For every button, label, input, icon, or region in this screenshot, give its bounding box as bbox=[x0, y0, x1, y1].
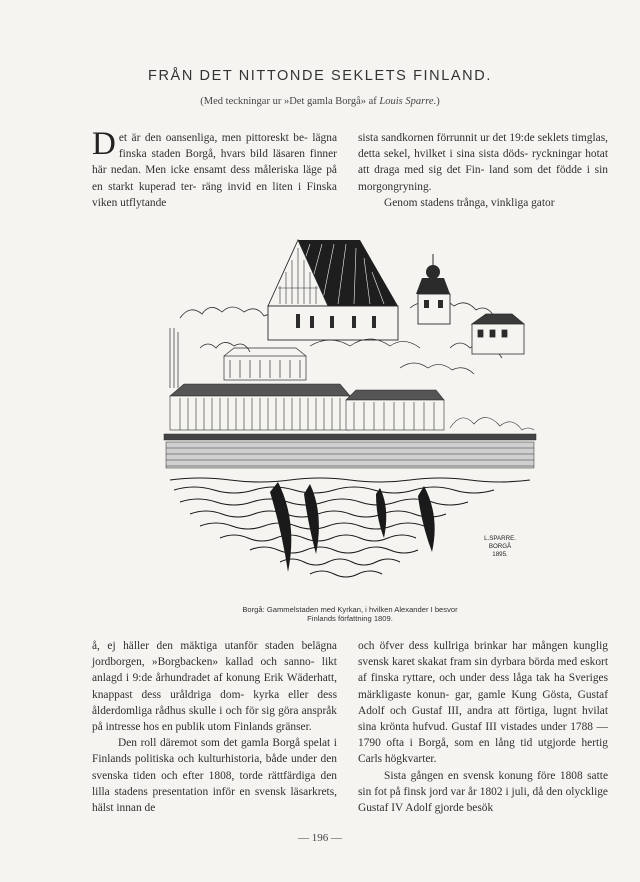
church bbox=[268, 240, 398, 340]
text-line: kunglig svensk karet skakat fram sin dyrbara bbox=[358, 640, 608, 669]
text-line: Erik Wäderhatt, knappast dess uråldriga dom- bbox=[92, 672, 337, 701]
top-right-column bbox=[358, 130, 608, 211]
text-line: dess låga tak ha Sveriges märkligaste konun- bbox=[358, 672, 608, 701]
signature-line: L.SPARRE. bbox=[484, 535, 516, 542]
text-line: dess måleriska läge på en starkt kuperad ter- bbox=[92, 164, 337, 193]
text-line: hertig Carls högkvarter. bbox=[358, 737, 609, 766]
article-title: FRÅN DET NITTONDE SEKLETS FINLAND. bbox=[148, 68, 492, 84]
text-line: räng invid en liten i Finska viken utflytande bbox=[92, 180, 337, 209]
text-line: ryckningar hotat att draga med sig det Fin- bbox=[358, 148, 609, 177]
text-line: spelat i Finlands politiska och kulturhistoria, bbox=[92, 737, 337, 766]
signature-line: BORGÅ bbox=[488, 543, 512, 550]
text-line: et är den oansenliga, men pittoreskt be- bbox=[118, 132, 308, 144]
text-line: satte sin fot på finsk jord var år 1802 i juli, bbox=[358, 769, 608, 798]
text-line: inför en svensk läsarkrets, hälst innan de bbox=[92, 785, 337, 815]
river-reflection bbox=[170, 478, 530, 577]
text-line: Genom stadens trånga, vinkliga gator bbox=[384, 196, 555, 209]
text-line: land som det födde i sin morgongryning. bbox=[358, 164, 608, 193]
bell-tower bbox=[416, 254, 450, 324]
text-line: läsaren finner här nedan. Men icke ensamt bbox=[92, 148, 337, 177]
text-line: torde rättfärdiga den lilla stadens presentation bbox=[92, 769, 337, 798]
drop-cap: D bbox=[92, 126, 116, 162]
text-line: och öfver dess kullriga brinkar har mången bbox=[358, 640, 569, 652]
text-line: både under den svenska tiden och efter 1808, bbox=[92, 753, 337, 782]
top-left-column bbox=[92, 126, 337, 211]
text-line: gar, gamle Kung Gösta, Gustaf Adolf och bbox=[358, 688, 608, 717]
subtitle-prefix: (Med teckningar ur »Det gamla Borgå» af bbox=[200, 96, 380, 107]
text-line: krönta hufvud. Gustaf III vistades under 1788 bbox=[379, 721, 593, 734]
text-line: och för sig göra anspråk på intresse hos en bbox=[92, 704, 337, 734]
subtitle-suffix: ) bbox=[436, 96, 440, 107]
borga-illustration bbox=[160, 228, 542, 598]
text-line: publik utom Finlands gränser. bbox=[175, 721, 312, 734]
text-line: jordborgen, »Borgbacken» kallad och sanno- bbox=[92, 656, 315, 669]
subtitle-author: Louis Sparre. bbox=[379, 96, 437, 107]
bottom-left-column bbox=[92, 638, 337, 816]
caption-line: Borgå: Gammelstaden med Kyrkan, i hvilken Alexander I besvor bbox=[242, 605, 458, 614]
signature-line: 1895. bbox=[492, 551, 508, 558]
text-line: kyrka eller dess ålderdomliga rådhus skulle i bbox=[92, 688, 337, 717]
caption-line: Finlands författning 1809. bbox=[307, 614, 393, 624]
text-line: likt anlagd i 9:de århundradet af konung bbox=[92, 656, 337, 685]
riverside-warehouses bbox=[170, 384, 534, 430]
text-line: timglas, detta sekel, hvilket i sina sista döds- bbox=[358, 132, 608, 161]
page-number: — 196 — bbox=[298, 832, 342, 844]
text-line: å, ej häller den mäktiga utanför staden belägna bbox=[92, 640, 337, 652]
text-line: —1790 ofta i Borgå, som en lång tid utgjorde bbox=[358, 721, 608, 750]
text-line: börda med eskort af finska ryttare, och under bbox=[358, 656, 608, 685]
text-line: Den roll däremot som det gamla Borgå bbox=[118, 737, 301, 750]
article-subtitle bbox=[0, 96, 640, 107]
text-line: sista sandkornen förrunnit ur det 19:de seklets bbox=[358, 132, 569, 144]
bottom-right-column bbox=[358, 638, 608, 816]
figure-caption bbox=[200, 605, 500, 624]
text-line: lägna finska staden Borgå, hvars bild bbox=[118, 132, 337, 161]
text-line: då den olycklige Gustaf IV Adolf gjorde besök bbox=[358, 785, 608, 815]
text-line: Gustaf III, andra att förtiga, lugnt hvilat sina bbox=[358, 704, 608, 734]
artist-signature bbox=[484, 535, 516, 558]
text-line: Sista gången en svensk konung före 1808 bbox=[384, 769, 583, 782]
